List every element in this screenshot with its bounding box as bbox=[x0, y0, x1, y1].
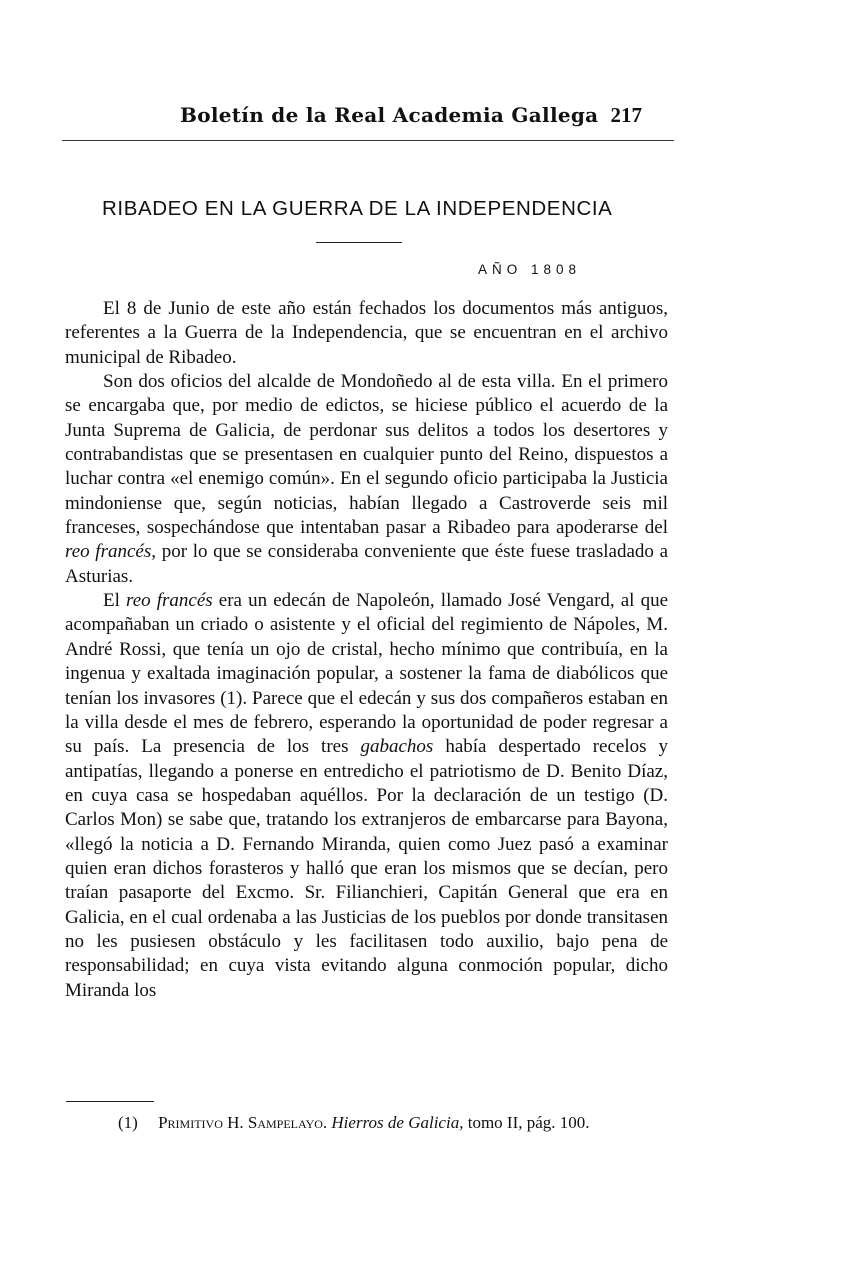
footnote-details: tomo II, pág. 100. bbox=[467, 1113, 590, 1132]
footnote-work: Hierros de Galicia, bbox=[331, 1113, 464, 1132]
page-number: 217 bbox=[610, 103, 642, 127]
footnote-author: Primitivo H. Sampelayo. bbox=[158, 1113, 328, 1132]
paragraph-3-start: El bbox=[103, 590, 120, 612]
journal-title: Boletín de la Real Academia Gallega bbox=[180, 103, 599, 127]
paragraph-3-italic-2: gabachos bbox=[360, 736, 434, 758]
title-divider bbox=[316, 242, 402, 243]
paragraph-2-text: Son dos oficios del alcalde de Mondoñedo al de esta villa. En el primero se encargaba que, por medio de edictos, se hiciese público el acuerdo de la Junta Suprema de Galicia, de perdonar sus delitos a todos los desertores y contrabandistas que se presentasen en cualquier punto del Reino, dispuestos a luchar contra «el enemigo común». En el segundo oficio participaba la Justicia mindoniense que, según noticias, habían llegado a Castroverde seis mil franceses, sospechándose que intentaban pasar a Ribadeo para apoderarse del bbox=[65, 371, 668, 539]
footnote bbox=[118, 1113, 678, 1133]
paragraph-2-end: por lo que se consideraba conveniente que éste fuese trasladado a Asturias. bbox=[65, 541, 668, 587]
paragraph-3 bbox=[65, 589, 668, 1003]
header-rule bbox=[62, 140, 674, 141]
year-heading: AÑO 1808 bbox=[478, 262, 582, 277]
paragraph-3-mid: era un edecán de Napoleón, llamado José Vengard, al que acompañaban un criado o asistente y el oficial del regimiento de Nápoles, M. André Rossi, que tenía un ojo de cristal, hecho mínimo que contribuía, en la ingenua y exaltada imaginación popular, a sostener la fama de diabólicos que tenían los invasores (1). Parece que el edecán y sus dos compañeros estaban en la villa desde el mes de febrero, esperando la oportunidad de poder regresar a su país. La presencia de los tres bbox=[65, 590, 669, 758]
footnote-rule bbox=[66, 1101, 154, 1102]
paragraph-1: El 8 de Junio de este año están fechados los documentos más antiguos, referentes a la Guerra de la Independencia, que se encuentran en el archivo municipal de Ribadeo. bbox=[65, 298, 668, 368]
running-header bbox=[180, 103, 650, 139]
article-title: RIBADEO EN LA GUERRA DE LA INDEPENDENCIA bbox=[102, 197, 613, 220]
paragraph-2 bbox=[65, 370, 668, 589]
paragraph-3-italic-1: reo francés bbox=[126, 590, 213, 612]
footnote-number: (1) bbox=[118, 1113, 138, 1132]
paragraph-2-italic: reo francés, bbox=[65, 541, 156, 563]
article-body bbox=[65, 297, 668, 1003]
paragraph-3-end: había despertado recelos y antipatías, llegando a ponerse en entredicho el patriotismo de D. Benito Díaz, en cuya casa se hospedaban aquéllos. Por la declaración de un testigo (D. Carlos Mon) se sabe que, tratando los extranjeros de embarcarse para Bayona, «llegó la noticia a D. Fernando Miranda, quien como Juez pasó a examinar quien eran dichos forasteros y halló que eran los mismos que se decían, pero traían pasaporte del Excmo. Sr. Filianchieri, Capitán General que era en Galicia, en el cual ordenaba a las Justicias de los pueblos por donde transitasen no les pusiesen obstáculo y les facilitasen todo auxilio, bajo pena de responsabilidad; en cuya vista evitando alguna conmoción popular, dicho Miranda los bbox=[65, 736, 669, 1001]
